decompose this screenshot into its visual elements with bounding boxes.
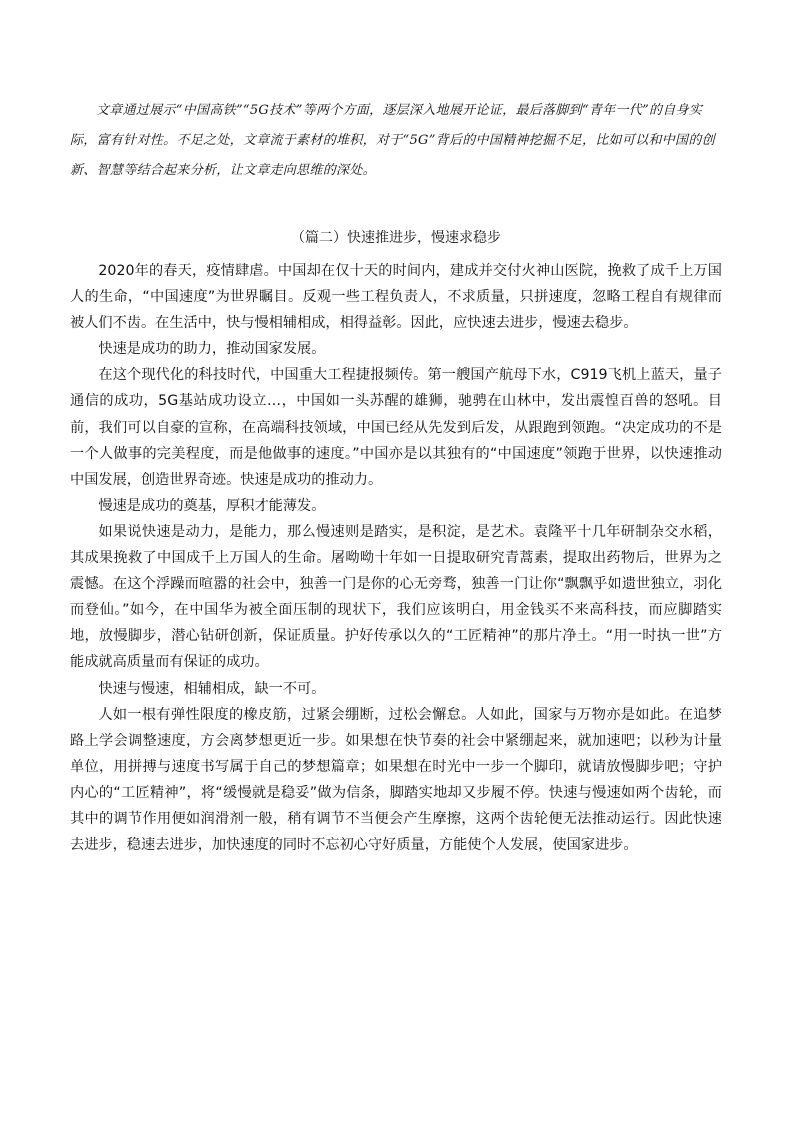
essay-paragraph-5: 如果说快速是动力，是能力，那么慢速则是踏实，是积淀，是艺术。袁隆平十几年研制杂交水稻，其成果挽救了中国成千上万国人的生命。屠呦呦十年如一日提取研究青蒿素，提取出药物后，世界为之震憾。在这个浮躁而喧嚣的社会中，独善一门是你的心无旁骛，独善一门让你“飘飘乎如遗世独立，羽化而登仙。”如今，在中国华为被全面压制的现状下，我们应该明白，用金钱买不来高科技，而应脚踏实地，放慢脚步，潜心钻研创新，保证质量。护好传承以久的“工匠精神”的那片净土。“用一时执一世”方能成就高质量而有保证的成功。 [70, 523, 722, 671]
essay-paragraph-3: 在这个现代化的科技时代，中国重大工程捷报频传。第一艘国产航母下水，C919飞机上蓝天，量子通信的成功，5G基站成功设立…，中国如一头苏醒的雄狮，驰骋在山林中，发出震惶百兽的怒吼。目前，我们可以自豪的宣称，在高端科技领域，中国已经从先发到后发，从跟跑到领跑。“决定成功的不是一个人做事的完美程度，而是他做事的速度。”中国亦是以其独有的“中国速度”领跑于世界，以快速推动中国发展，创造世界奇迹。快速是成功的推动力。 [70, 367, 722, 488]
essay-body [70, 258, 722, 858]
essay-paragraph-4: 慢速是成功的奠基，厚积才能薄发。 [98, 497, 326, 514]
essay-paragraph-7: 人如一根有弹性限度的橡皮筋，过紧会绷断，过松会懈怠。人如此，国家与万物亦是如此。在追梦路上学会调整速度，方会离梦想更近一步。如果想在快节奏的社会中紧绷起来，就加速吧；以秒为计量单位，用拼搏与速度书写属于自己的梦想篇章；如果想在时光中一步一个脚印，就请放慢脚步吧；守护内心的“工匠精神”，将“缓慢就是稳妥”做为信条，脚踏实地却又步履不停。快速与慢速如两个齿轮，而其中的调节作用便如润滑剂一般，稍有调节不当便会产生摩擦，这两个齿轮便无法推动运行。因此快速去进步，稳速去进步，加快速度的同时不忘初心守好质量，方能使个人发展，使国家进步。 [70, 706, 722, 854]
essay-title: （篇二）快速推进步，慢速求稳步 [291, 230, 501, 246]
essay-paragraph-1: 2020年的春天，疫情肆虐。中国却在仅十天的时间内，建成并交付火神山医院，挽救了成千上万国人的生命，“中国速度”为世界瞩目。反观一些工程负责人，不求质量，只拼速度，忽略工程自有规律而被人们不齿。在生活中，快与慢相辅相成，相得益彰。因此，应快速去进步，慢速去稳步。 [70, 263, 722, 332]
essay-paragraph-6: 快速与慢速，相辅相成，缺一不可。 [98, 680, 326, 697]
comment-paragraph: 文章通过展示“中国高铁”“5G技术”等两个方面，逐层深入地展开论证，最后落脚到“青年一代”的自身实际，富有针对性。不足之处，文章流于素材的堆积，对于“5G”背后的中国精神挖掘不足，比如可以和中国的创新、智慧等结合起来分析，让文章走向思维的深处。 [70, 103, 715, 178]
essay-paragraph-2: 快速是成功的助力，推动国家发展。 [98, 341, 326, 358]
teacher-comment [70, 96, 722, 186]
